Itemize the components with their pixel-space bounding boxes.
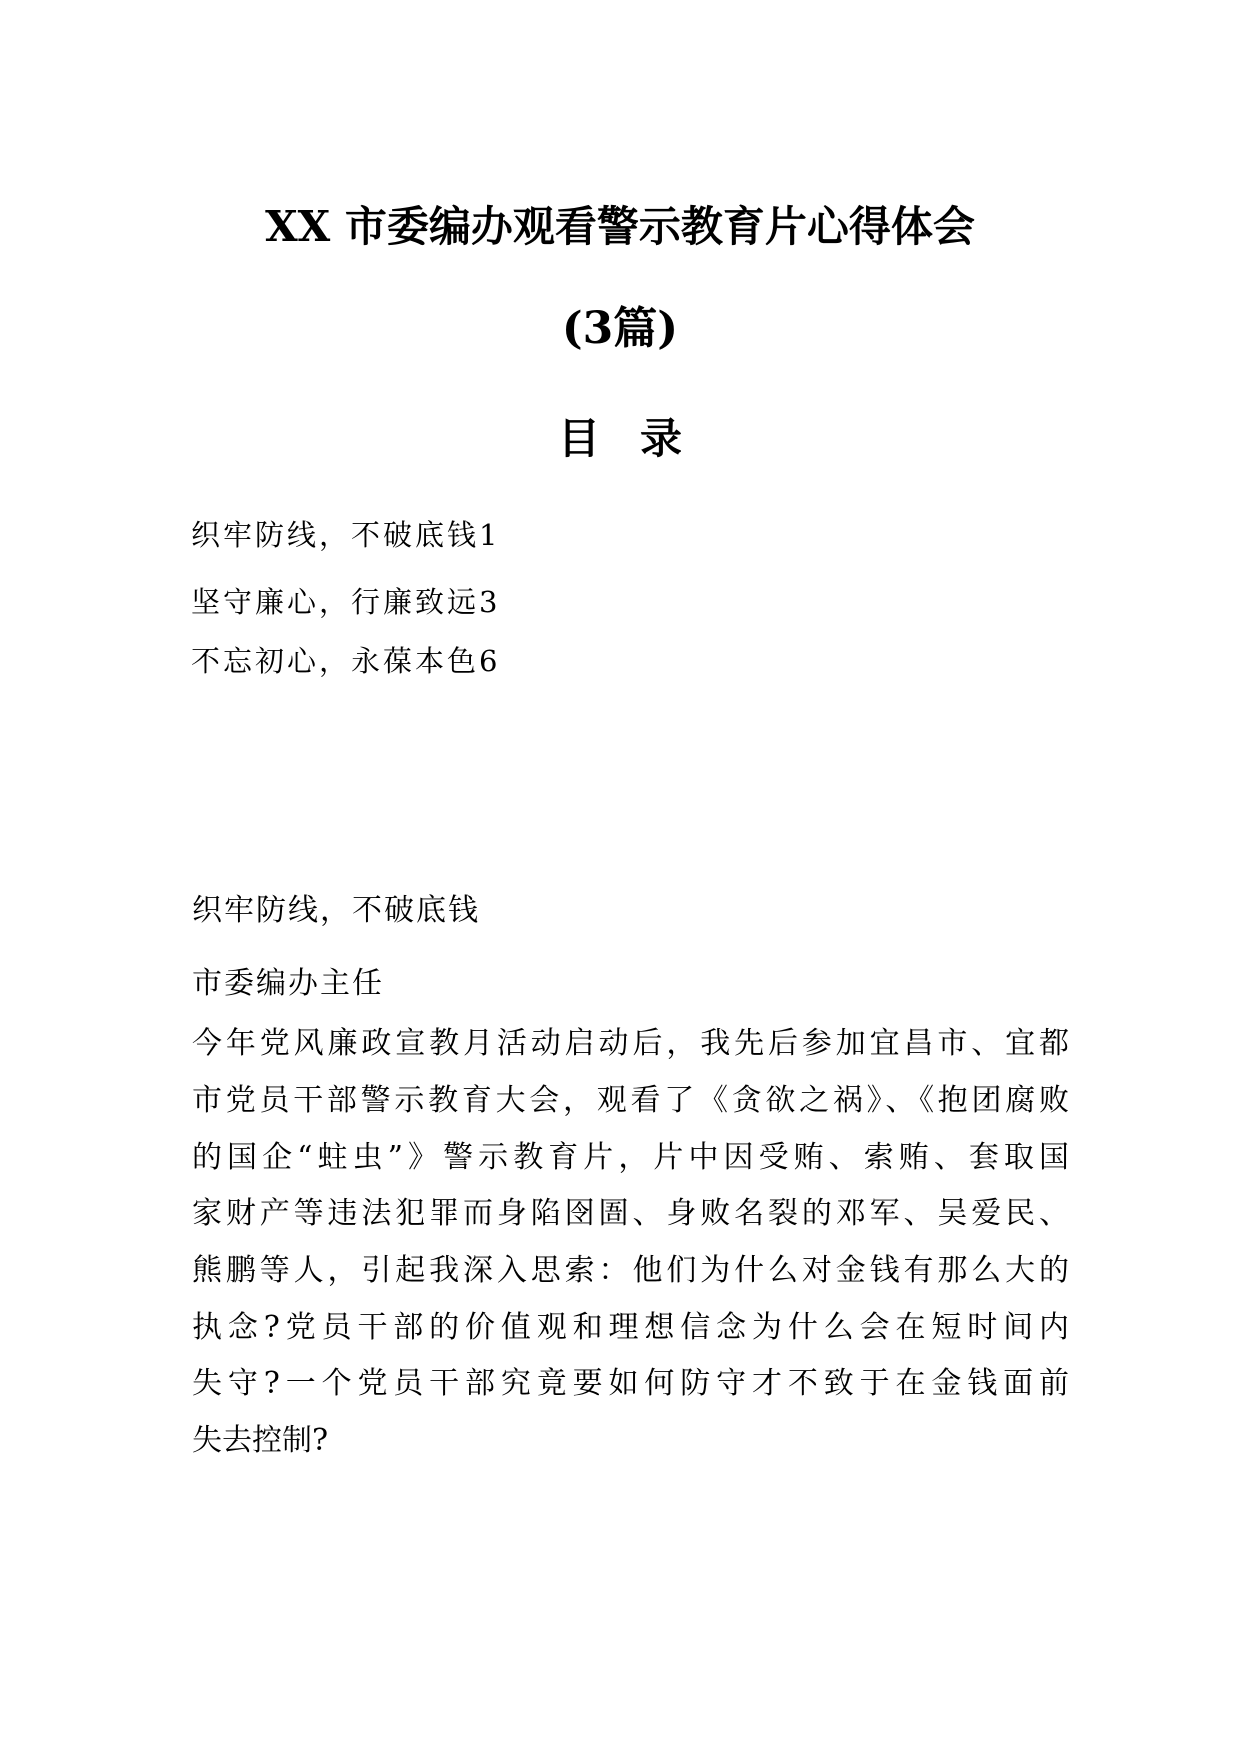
article-heading: 织牢防线，不破底钱 [192, 893, 480, 928]
article-author: 市委编办主任 [192, 966, 384, 1001]
body-line: 熊鹏等人，引起我深入思索：他们为什么对金钱有那么大的 [192, 1253, 1069, 1288]
body-line: 今年党风廉政宣教月活动启动后，我先后参加宜昌市、宜都 [192, 1026, 1069, 1061]
toc-item[interactable]: 不忘初心，永葆本色6 [191, 644, 501, 678]
document-subtitle: (3篇) [561, 303, 679, 354]
body-line: 执念?党员干部的价值观和理想信念为什么会在短时间内 [192, 1310, 1069, 1345]
body-line: 的国企“蛀虫”》警示教育片，片中因受贿、索贿、套取国 [192, 1140, 1069, 1175]
toc-item[interactable]: 坚守廉心，行廉致远3 [191, 585, 501, 619]
document-title: XX 市委编办观看警示教育片心得体会 [265, 202, 975, 251]
body-line: 家财产等违法犯罪而身陷囹圄、身败名裂的邓军、吴爱民、 [192, 1196, 1069, 1231]
toc-heading: 目录 [557, 414, 722, 463]
body-line: 市党员干部警示教育大会，观看了《贪欲之祸》、《抱团腐败 [192, 1083, 1069, 1118]
body-line: 失去控制? [192, 1423, 329, 1458]
toc-item[interactable]: 织牢防线，不破底钱1 [191, 518, 501, 552]
body-line: 失守?一个党员干部究竟要如何防守才不致于在金钱面前 [192, 1366, 1069, 1401]
